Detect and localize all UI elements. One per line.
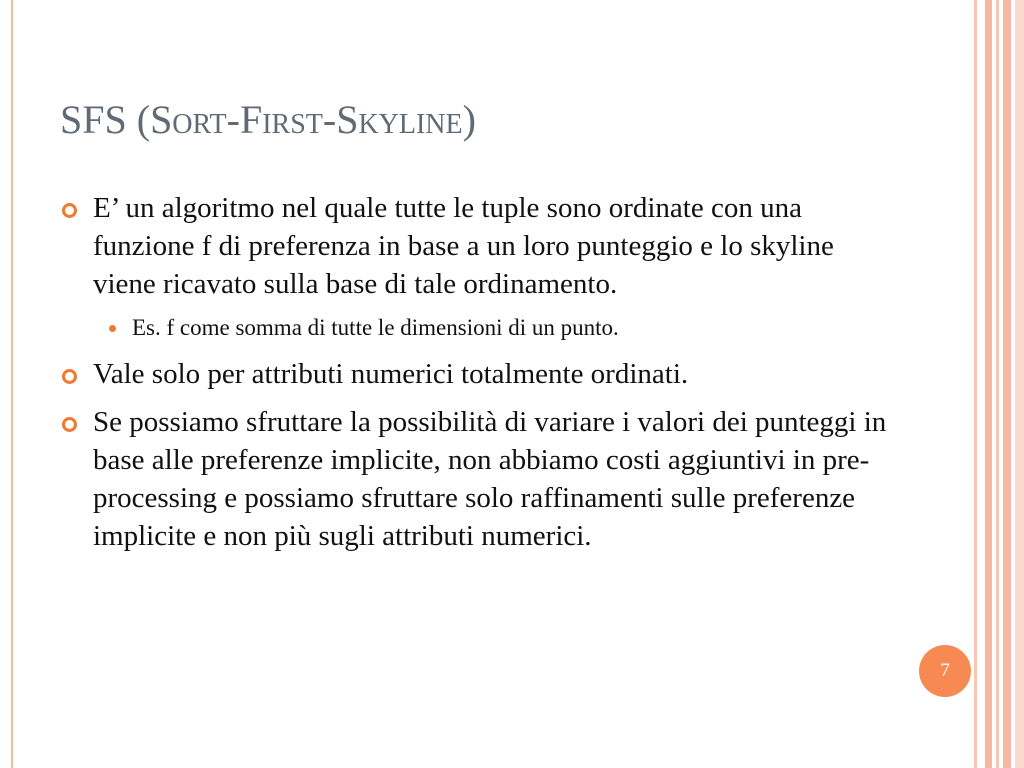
ring-bullet-icon — [62, 417, 77, 432]
sub-bullet-item — [62, 313, 902, 343]
bullet-item — [62, 355, 902, 393]
slide-title — [60, 96, 476, 143]
ring-bullet-icon — [62, 369, 77, 384]
left-border-line — [11, 0, 13, 768]
bullet-text: Se possiamo sfruttare la possibilità di variare i valori dei punteggi in base alle preferenze implicite, non abbiamo costi aggiuntivi in pre-processing e possiamo sfruttare solo raffinamenti sulle preferenze implicite e non più sugli attributi numerici. — [93, 406, 887, 552]
decorative-stripe — [1003, 0, 1011, 768]
decorative-stripe — [985, 0, 992, 768]
decorative-stripe — [974, 0, 977, 768]
bullet-item — [62, 189, 902, 303]
decorative-stripe — [996, 0, 999, 768]
title-suffix: ) — [462, 97, 476, 142]
slide-content — [62, 189, 902, 565]
title-prefix: SFS ( — [60, 97, 151, 142]
page-number-badge: 7 — [919, 645, 971, 697]
ring-bullet-icon — [62, 203, 77, 218]
title-smallcaps: Sort-First-Skyline — [150, 97, 463, 142]
bullet-text: Vale solo per attributi numerici totalmente ordinati. — [93, 358, 689, 390]
dot-bullet-icon — [109, 325, 116, 332]
sub-bullet-text: Es. f come somma di tutte le dimensioni di un punto. — [132, 315, 619, 340]
bullet-item — [62, 403, 902, 555]
decorative-stripe — [1015, 0, 1024, 768]
bullet-text: E’ un algoritmo nel quale tutte le tuple sono ordinate con una funzione f di preferenza in base a un loro punteggio e lo skyline viene ricavato sulla base di tale ordinamento. — [93, 192, 834, 300]
